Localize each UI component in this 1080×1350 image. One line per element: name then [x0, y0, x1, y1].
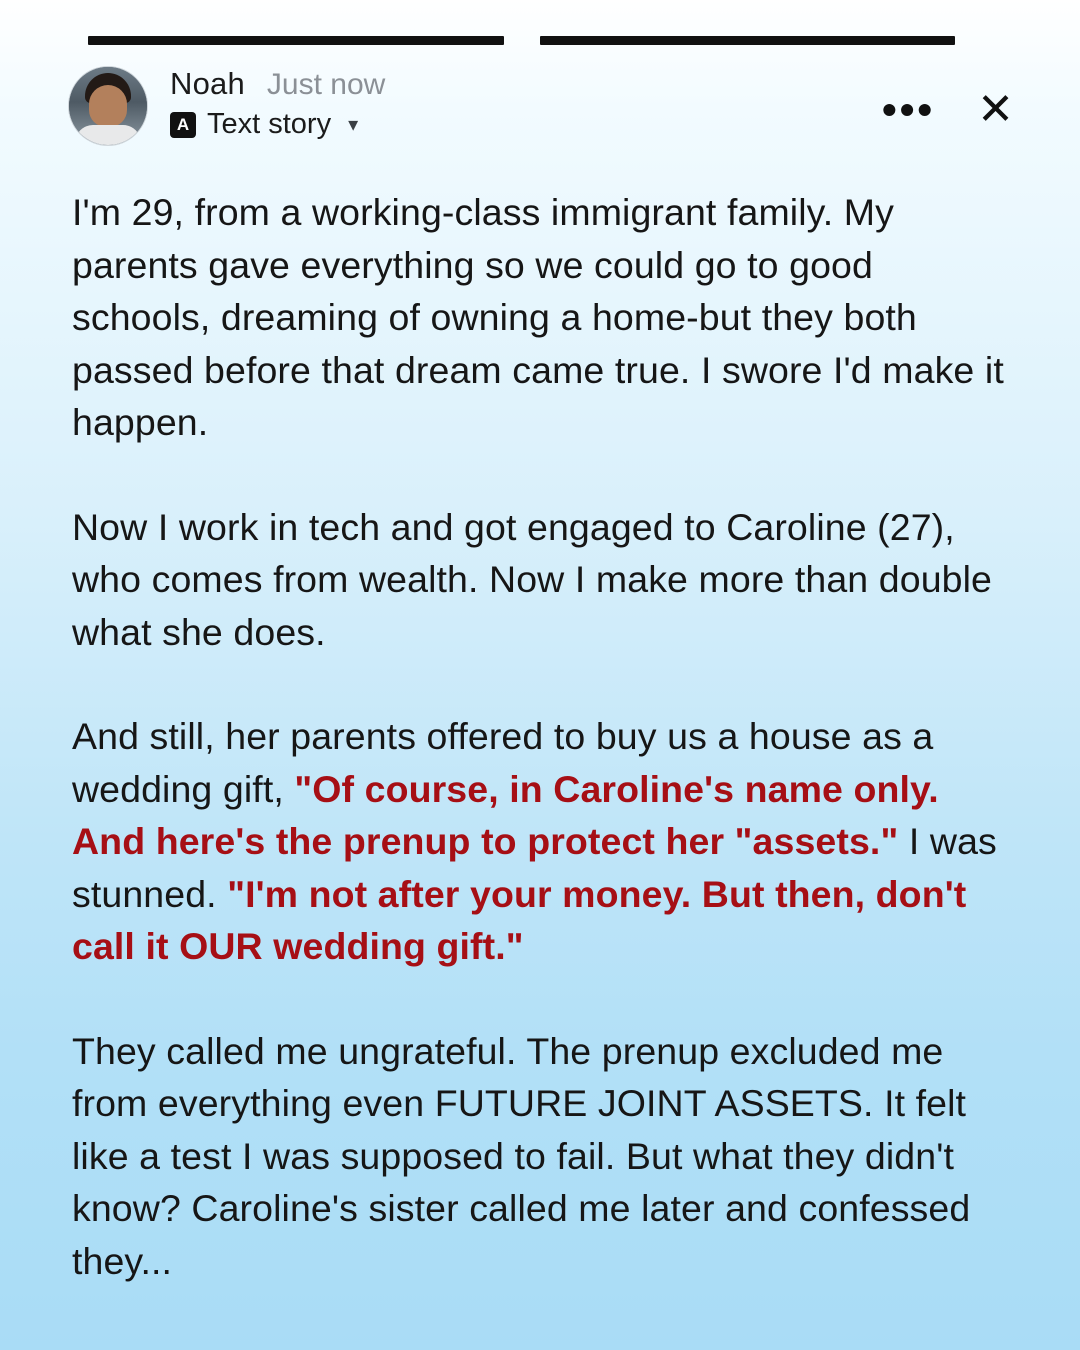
- story-highlight: "I'm not after your money. But then, don't call it OUR wedding gift.": [72, 872, 967, 967]
- story-highlight: "Of course, in Caroline's name only. And here's the prenup to protect her "assets.": [72, 767, 939, 862]
- story-text-segment: I was stunned.: [72, 820, 997, 915]
- story-meta: [170, 62, 385, 141]
- story-progress-segment[interactable]: [88, 36, 504, 45]
- story-text: [72, 186, 1018, 1287]
- story-paragraph: I'm 29, from a working-class immigrant family. My parents gave everything so we could go to good schools, dreaming of owning a home-but they both passed before that dream came true. I swore I'd make it happen.: [72, 191, 1004, 443]
- chevron-down-icon[interactable]: ▾: [348, 113, 359, 136]
- story-paragraph-highlighted: [72, 710, 1018, 973]
- close-icon[interactable]: ✕: [977, 85, 1014, 134]
- author-name[interactable]: Noah: [170, 66, 245, 101]
- story-paragraph: They called me ungrateful. The prenup excluded me from everything even FUTURE JOINT ASSETS. It felt like a test I was supposed to fail. But what they didn't know? Caroline's sister called me later and confessed they...: [72, 1029, 971, 1282]
- story-progress-segment[interactable]: [540, 36, 956, 45]
- article-badge-icon: A: [170, 112, 196, 138]
- avatar-shirt: [75, 125, 141, 145]
- story-progress-bar: [88, 36, 955, 45]
- story-text-segment: And still, her parents offered to buy us a house as a wedding gift,: [72, 715, 934, 810]
- timestamp: Just now: [266, 68, 386, 101]
- author-row: [170, 66, 385, 102]
- story-header: [68, 62, 1040, 172]
- more-options-icon[interactable]: •••: [882, 85, 936, 133]
- story-type-row[interactable]: [170, 108, 385, 141]
- avatar-face: [89, 85, 127, 127]
- avatar[interactable]: [68, 66, 148, 146]
- story-paragraph: Now I work in tech and got engaged to Caroline (27), who comes from wealth. Now I make more than double what she does.: [72, 505, 992, 653]
- story-type-label: Text story: [207, 108, 332, 140]
- header-actions: [882, 62, 1040, 132]
